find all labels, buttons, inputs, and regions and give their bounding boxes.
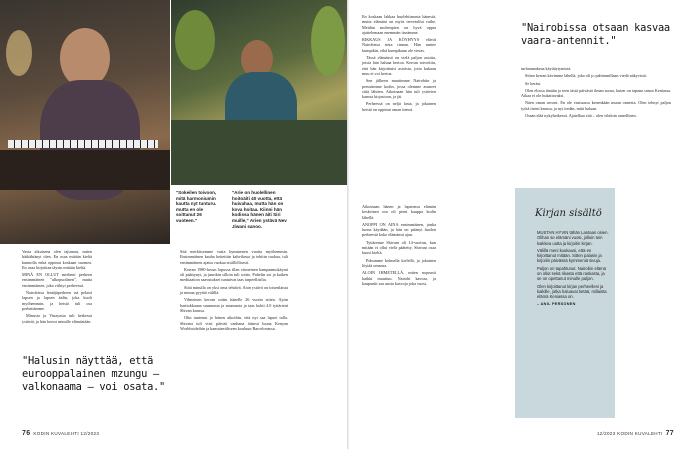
paragraph: turhanmakeaa käyttäytymistä. (521, 66, 572, 71)
paragraph: Vilmeinen kerran soitin hänelle 26 vuotta sitten. Ajoin hartiokkaana suunnasta ja suunnasta ja taas kohti 4.0 tyttärieni Shivan kanssa. (180, 297, 288, 313)
paragraph: ANOPPI ON AINA ensimmäinen, jonka luona käydään, ja hän on pitänyt huolen perheestä koko elämänsä ajan. (362, 221, 436, 238)
right-page-column-2 (521, 66, 671, 120)
sidebar-paragraph: Välillä meni kuukausi, että en kirjoittanut mitään. Sitten palasin ja kirjoitin päivässä kymmeniä sivuja. (537, 247, 602, 264)
page-number: 77 (665, 430, 674, 437)
sidebar-paragraph: MUSTAN HYVIN tähän Lantaan osien. Olihan se elämäni vuosi, jolloin tein kaikkea uutta ja kirjoitin kirjan. (537, 230, 609, 246)
person-head (60, 28, 110, 88)
sidebar-signature: – ANIL PERSONEN (537, 301, 576, 306)
photo-woman-sofa (171, 0, 347, 185)
sidebar-paragraph: Paljon on tapahtunut. Nairobin elämä on ollut sekä rikasta että raskasta, ja se on opettanut minulle paljon. (537, 265, 606, 282)
paragraph: Vasta aikuisena olen tajunnut, miten hätkähtänyt olen. En osaa mitään kieltä kunnolla enkä oppinut koskaan suomea. En osaa kirjoittaa täysin mitään kieltä. (22, 249, 92, 270)
plant (311, 6, 345, 76)
sofa (171, 120, 347, 185)
folio-left (22, 430, 99, 437)
paragraph: Sitten kerran kävimme lähellä, joka oli jo pahimmillaan viedä näkyvistä. (525, 73, 647, 79)
paragraph: Perheessä on neljä lasta, ja jokainen heistä on oppinut oman tiensä. (362, 101, 436, 112)
pull-quote-left: "Halusin näyttää, että eurooppalainen mzungu – valkonaama – voi osata." (22, 355, 165, 393)
paragraph: Tässä elämässä on vielä paljon asioita, joista hän haluaa kertoa. Kerran toivottiin, että hän kirjoittaisi asioista, joita kukaan muu ei voi kertoa. (362, 55, 436, 76)
paragraph: Sen jälkeen muutimme Nairobiin ja perustimme kodin, jossa olemme asuneet siitä lähtien. Aikoinaan hän tuli ystävien kanssa kirjastoon, ja jäi. (362, 78, 436, 100)
folio-right (597, 430, 674, 437)
left-page-column-2 (180, 249, 288, 333)
paragraph: Puhumme kolmella kielellä, ja jokainen löytää omansa. (362, 257, 436, 268)
folio-label: 12/2023 KODIN KUVALEHTI (596, 431, 663, 436)
paragraph: Näen oman arvoni. En ole vastuussa kenenkään muun onnesta. Olen tehnyt paljon työtä itseni kanssa, ja nyt tiedän, mitä haluan. (521, 100, 671, 111)
harmonium (0, 150, 170, 190)
keyboard-keys (8, 140, 158, 148)
paragraph: RIKKAUS JA KÖYHYYS elävät Nairobissa rinta rinnan. Hän tuntee kumpikin, eikä kumpikaan ole vieras. (362, 37, 436, 53)
left-page-column-1 (22, 249, 92, 326)
photo-woman-harmonium (0, 0, 170, 244)
paragraph: Siitä minulla on yksi oma tehtävä. Aion ystävä on toisenlaista ja minua pyytää välillä. (180, 284, 288, 296)
right-page-column-1b (362, 204, 436, 288)
pull-quote-right: "Nairobissa otsaan kasvaa vaara-antennit." (521, 22, 670, 47)
paragraph: Olen elossa tänään ja teen tästä päivästä ilman surua, kuten on tapana sanoa Keniassa. Aikaa ei ole hukattavaksi. (521, 87, 671, 99)
paragraph: Sitä merkitsemme vasta kymmenen vuotta myöhemmin. Ensimmäinen kauha keitettiin kahvilassa ja tehtiin ruokaa, tuli ensimmäinen ajatus ruokaa sisällöllisesti. (180, 249, 288, 265)
paragraph: Minusta ja Vinayasta tuli hetkessä ystäviä, ja hän kertoi minulle elämästään. (22, 313, 92, 324)
paragraph: ALOIN IHMETELLÄ, miten nopeasti kaikki muuttuu. Nairobi kasvaa, ja kaupunki saa uusia kasvoja joka vuosi. (362, 270, 436, 286)
paragraph: Tyttärenne Shivani oli 14-vuotias, kun mitään ei ollut vielä päätetty. Shivani osaa kuusi kieltä. (362, 239, 436, 256)
plant (175, 10, 215, 70)
sidebar-text (537, 230, 609, 309)
sidebar-paragraph: Olen kirjoittanut kirjan perheelleni ja kaikille, jotka haluavat tietää, millaista elämä Keniassa on. (537, 283, 607, 300)
folio-label: KODIN KUVALEHTI 12/2023 (33, 431, 100, 436)
paragraph: Kerran 1980-luvun lopussa illan viimeinen kampaamokäynti oli päättynyt, ja juurikin silloin tuli soitto. Puhelin soi ja kaiken meditaation saavutukset tuntuivat taas tarpeellisilta. (180, 266, 288, 283)
paragraph: Se heräsi. (525, 80, 542, 86)
photo-caption-left: "Sokeilen toivoon, mitä harmoniumin kautta nyt tunturu. mutta en ole soittanut 26 vuoteen." (176, 190, 217, 223)
candle-glow (6, 30, 32, 76)
paragraph: Aikoinaan hänen ja lapsiensa elämän keskeinen osa oli pieni kauppa kodin lähellä. (362, 204, 436, 220)
paragraph: Nairobissa lentäjäperheen isä pelasti lapsen ja lapsen äidin, joka kuoli myöhemmin, ja heistä tuli osa perhettämme. (22, 290, 92, 311)
sidebar-heading: Kirjan sisältö (535, 208, 602, 219)
paragraph: MINÄ EN OLLUT mieheni perheen ensimmäinen "ulkopuolinen", mutta ensimmäinen, joka viihtyi perheessä. (22, 272, 92, 288)
spine-gutter (347, 0, 349, 449)
photo-caption-right: "Arie on huolellinen hoitoäiti 40 vuotta, että huivahaa, mutta hän on kova hoitaa. Kiinni hän kodissa hänen äiti Siri muille," Arien ystävä Nev Jiwani sanoo. (232, 190, 287, 229)
paragraph: Osaan elää nykyhetkessä. Ajatelkaa sitä – olen vihdoin onnellinen. (525, 113, 637, 119)
paragraph: En koskaan lakkaa huolehtimasta hänestä, mutta elämäni on myös tervetullut vaihe. Meidän molempien on hyvä oppia ajattelemaan enemmän itseämme. (362, 14, 436, 35)
right-page-column-1 (362, 14, 436, 114)
page-number: 76 (22, 430, 31, 437)
sidebar-box (515, 188, 615, 418)
paragraph: Olin tuntenut jo hänen aikoihin, että nyt saa lapset tulla. Shivani tuli viisi päivää vanhana äitinsä luona Kenyan Worldwideihin ja kansainväliseen kouluun Barcelonassa. (180, 315, 288, 331)
